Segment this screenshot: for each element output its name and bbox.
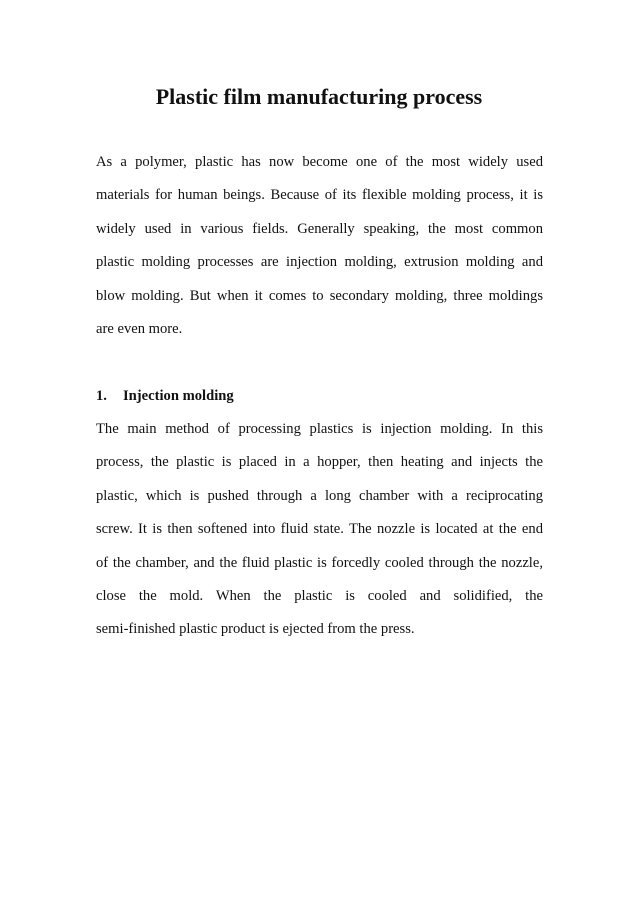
section-line: screw. It is then softened into fluid state. The nozzle is located at the end (96, 521, 543, 538)
section-number: 1. (96, 388, 107, 404)
section-heading-injection-molding (96, 380, 234, 413)
intro-line: materials for human beings. Because of its flexible molding process, it is (96, 187, 543, 204)
section-line: of the chamber, and the fluid plastic is forcedly cooled through the nozzle, (96, 554, 543, 571)
intro-paragraph (96, 146, 543, 346)
section-heading-text: Injection molding (123, 388, 234, 404)
document-title: Plastic film manufacturing process (155, 84, 483, 109)
section-line: The main method of processing plastics is injection molding. In this (96, 421, 543, 437)
intro-line: plastic molding processes are injection molding, extrusion molding and (96, 254, 543, 271)
intro-line: As a polymer, plastic has now become one of the most widely used (96, 154, 543, 170)
intro-line: widely used in various fields. Generally speaking, the most common (96, 220, 543, 237)
intro-line: blow molding. But when it comes to secondary molding, three moldings (96, 287, 543, 304)
injection-molding-paragraph (96, 413, 543, 647)
section-line: semi-finished plastic product is ejected from the press. (96, 621, 415, 638)
section-line: process, the plastic is placed in a hopper, then heating and injects the (96, 454, 543, 471)
section-line: plastic, which is pushed through a long chamber with a reciprocating (96, 487, 543, 504)
section-line: close the mold. When the plastic is cooled and solidified, the (96, 588, 543, 605)
intro-line: are even more. (96, 321, 183, 338)
